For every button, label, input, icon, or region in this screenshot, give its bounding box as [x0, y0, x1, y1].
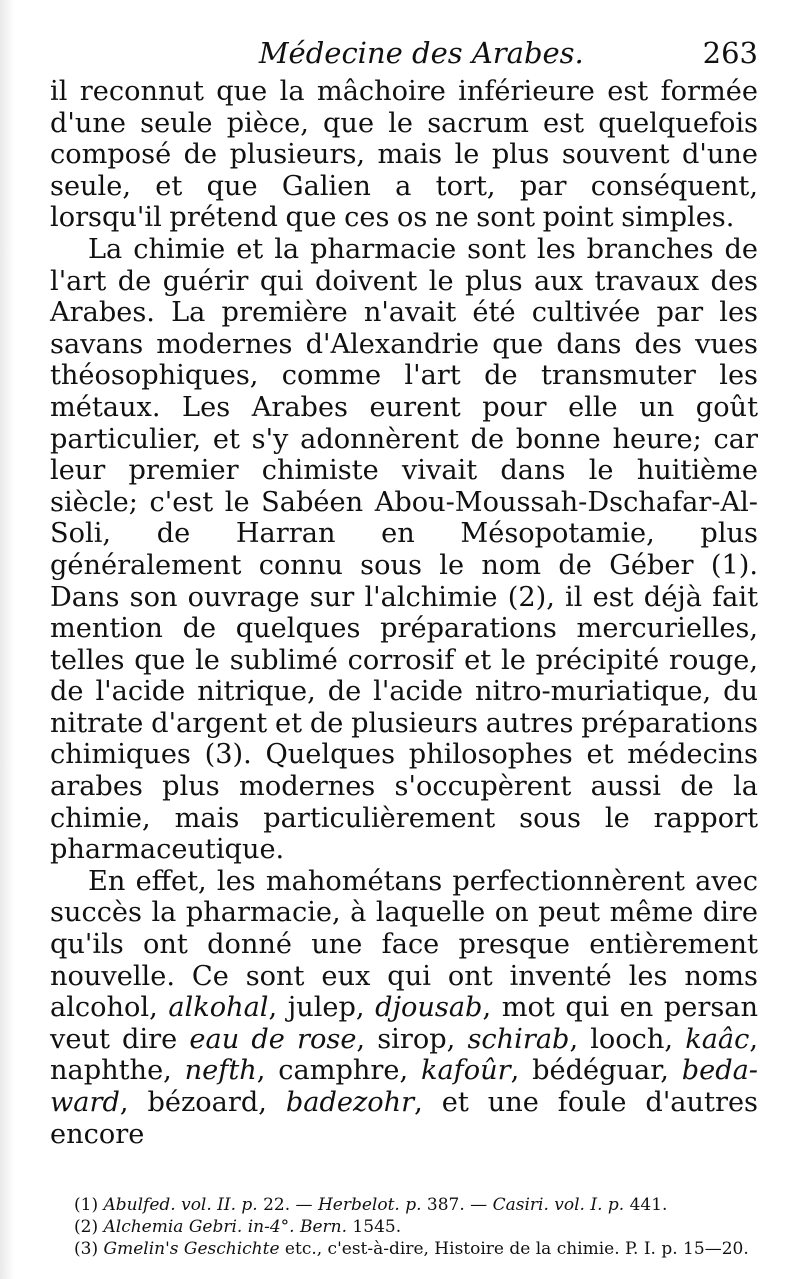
paragraph-2: La chimie et la pharmacie sont les branches de l'art de guérir qui doivent le plus aux travaux des Arabes. La première n'avait été cultivée par les savans modernes d'Alexandrie que dans des vues théosophiques, comme l'art de transmuter les métaux. Les Arabes eurent pour elle un goût particulier, et s'y adonnèrent de bonne heure; car leur premier chimiste vivait dans le huitième siècle; c'est le Sabéen Abou-Moussah-Dschafar-Al-Soli, de Harran en Mésopotamie, plus généralement connu sous le nom de Géber (1). Dans son ouvrage sur l'alchimie (2), il est déjà fait mention de quelques préparations mercurielles, telles que le sublimé corrosif et le précipité rouge, de l'acide nitrique, de l'acide nitro-muriatique, du nitrate d'argent et de plusieurs autres préparations chimiques (3). Quelques philosophes et médecins arabes plus modernes s'occupèrent aussi de la chimie, mais particulièrement sous le rapport pharmaceutique. — [50, 233, 758, 866]
paragraph-3-text: , et une foule d'autres encore — [50, 1087, 758, 1150]
italic-term-djousab: djousab — [375, 992, 483, 1024]
running-title: Médecine des Arabes. — [258, 36, 584, 70]
footnote-text: 22. — — [257, 1195, 318, 1216]
footnote-text: 387. — — [421, 1195, 493, 1216]
italic-term-kaac: kaâc — [685, 1023, 750, 1055]
footnote-3 — [50, 1238, 758, 1260]
footnote-marker: (1) — [74, 1195, 99, 1216]
footnote-2 — [50, 1216, 758, 1238]
footnote-citation: Gmelin's Geschichte — [103, 1239, 280, 1260]
italic-term-alkohal: alkohal — [168, 992, 269, 1024]
paragraph-3-text: , julep, — [268, 992, 376, 1024]
italic-term-nefth: nefth — [184, 1055, 257, 1087]
italic-term-badezohr: badezohr — [285, 1087, 415, 1118]
paragraph-1: il reconnut que la mâchoire inférieure est formée d'une seule pièce, que le sacrum est quelquefois composé de plusieurs, mais le plus souvent d'une seule, et que Galien a tort, par conséquent, lorsqu'il prétend que ces os ne sont point simples. — [50, 76, 758, 234]
paragraph-3-text: , mot qui en persan veut dire — [50, 992, 759, 1055]
italic-term-kafour: kafoûr — [420, 1055, 511, 1087]
italic-term-eau-de-rose: eau de rose — [189, 1023, 357, 1055]
paragraph-3-text: , looch, — [569, 1023, 686, 1055]
footnote-text: 1545. — [347, 1217, 402, 1238]
footnote-marker: (3) — [74, 1239, 99, 1260]
page-header — [50, 36, 758, 76]
page-number: 263 — [702, 36, 758, 70]
paragraph-3-text: , naphthe, — [50, 1023, 758, 1087]
footnote-citation: Casiri. vol. I. p. — [492, 1195, 625, 1216]
paragraph-3-text: , camphre, — [256, 1055, 421, 1087]
footnote-text: etc., c'est-à-dire, Histoire de la chimie. P. I. p. 15—20. — [279, 1239, 749, 1260]
paragraph-3-text: En effet, les mahométans perfectionnèrent avec succès la pharmacie, à laquelle on peut même dire qu'ils ont donné une face presque entièrement nouvelle. Ce sont eux qui ont inventé les noms alcohol, — [50, 865, 758, 1024]
paragraph-3-text: , bézoard, — [119, 1087, 286, 1118]
footnote-citation: Abulfed. vol. II. p. — [103, 1195, 258, 1216]
footnote-citation: Alchemia Gebri. in-4°. Bern. — [103, 1217, 348, 1238]
footnotes — [50, 1194, 758, 1260]
body-text — [50, 76, 758, 1150]
footnote-text: 441. — [624, 1195, 668, 1216]
footnote-1 — [50, 1194, 758, 1216]
footnote-marker: (2) — [74, 1217, 99, 1238]
italic-term-beda-ward: beda-ward — [50, 1055, 758, 1118]
paragraph-3 — [50, 866, 758, 1150]
paragraph-3-text: , bédéguar, — [510, 1055, 682, 1087]
footnote-citation: Herbelot. p. — [317, 1195, 422, 1216]
italic-term-schirab: schirab — [467, 1023, 570, 1055]
paragraph-3-text: , sirop, — [356, 1023, 468, 1055]
